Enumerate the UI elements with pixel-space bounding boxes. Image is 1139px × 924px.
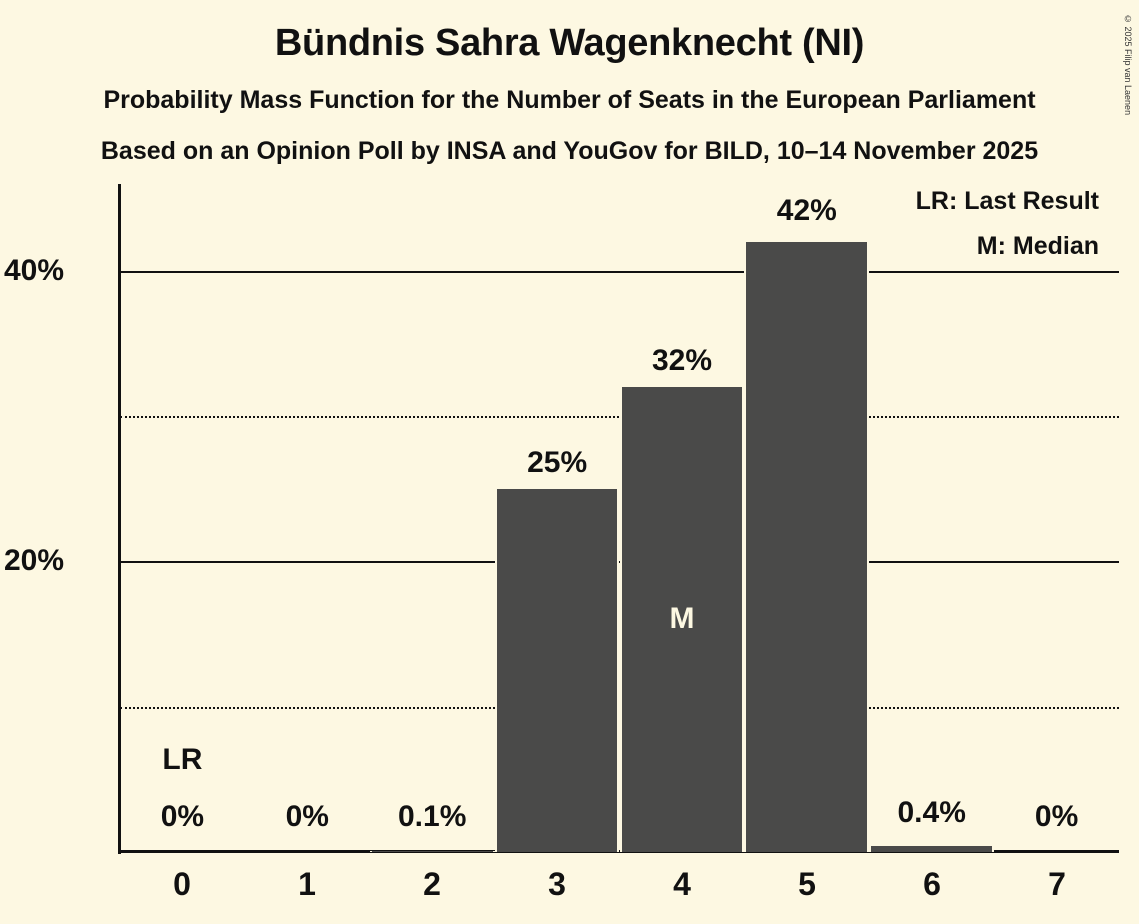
- bar-value-label-6: 0.4%: [897, 796, 966, 829]
- legend-entry-last-result: LR: Last Result: [915, 187, 1099, 215]
- bar-value-label-0: 0%: [160, 800, 205, 833]
- chart-source-note: Based on an Opinion Poll by INSA and YouGov for BILD, 10–14 November 2025: [100, 137, 1039, 165]
- bar-value-label-1: 0%: [285, 800, 329, 833]
- x-tick-label-0: 0: [173, 866, 191, 902]
- x-tick-label-6: 6: [923, 866, 941, 902]
- gridline-40: [120, 271, 1119, 273]
- x-tick-label-5: 5: [798, 866, 816, 902]
- x-tick-label-4: 4: [673, 866, 691, 902]
- last-result-marker: LR: [162, 743, 203, 776]
- median-marker: M: [669, 602, 695, 635]
- chart-subtitle: Probability Mass Function for the Number of Seats in the European Parliament: [103, 86, 1036, 114]
- bar-value-label-5: 42%: [776, 194, 837, 227]
- bar-5: [744, 242, 869, 852]
- bar-2: [370, 851, 495, 853]
- bar-6: [869, 846, 994, 852]
- bar-value-label-2: 0.1%: [397, 800, 467, 833]
- x-tick-label-1: 1: [298, 866, 316, 902]
- copyright-notice: © 2025 Filip van Laenen: [1123, 14, 1133, 116]
- y-tick-label-40: 40%: [3, 254, 64, 287]
- x-tick-label-2: 2: [423, 866, 441, 902]
- x-tick-label-3: 3: [548, 866, 566, 902]
- plot-area: [3, 184, 1119, 852]
- bar-value-label-3: 25%: [527, 446, 588, 479]
- legend-entry-median: M: Median: [976, 232, 1099, 260]
- chart-title: Bündnis Sahra Wagenknecht (NI): [274, 22, 865, 64]
- y-tick-label-20: 20%: [3, 544, 64, 577]
- bar-value-label-7: 0%: [1034, 800, 1079, 833]
- bar-3: [495, 489, 620, 852]
- bar-value-label-4: 32%: [651, 344, 713, 377]
- x-tick-label-7: 7: [1048, 866, 1066, 902]
